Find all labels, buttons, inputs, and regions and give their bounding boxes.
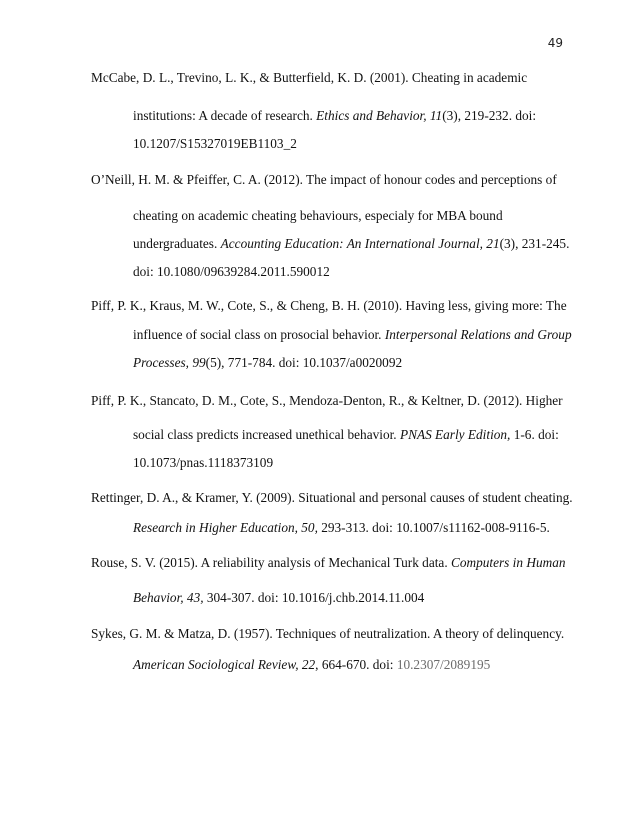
- reference-2-line-2: [133, 208, 503, 224]
- reference-text-segment: (5), 771-784. doi: 10.1037/a0020092: [205, 355, 403, 370]
- reference-1-line-1: [91, 70, 527, 86]
- reference-text-segment: doi: 10.1080/09639284.2011.590012: [133, 264, 330, 279]
- reference-text-segment: Piff, P. K., Kraus, M. W., Cote, S., & Cheng, B. H. (2010). Having less, giving more: The: [91, 298, 567, 313]
- reference-text-segment: Rouse, S. V. (2015). A reliability analysis of Mechanical Turk data.: [91, 555, 451, 570]
- reference-5-line-2: [133, 520, 550, 536]
- reference-3-line-1: [91, 298, 567, 314]
- reference-text-segment: institutions: A decade of research.: [133, 108, 317, 123]
- reference-4-line-2: [133, 427, 559, 443]
- reference-6-line-1: [91, 555, 566, 571]
- reference-text-segment: Interpersonal Relations and Group: [384, 327, 572, 342]
- reference-text-segment: Ethics and Behavior, 11: [316, 108, 443, 123]
- reference-1-line-3: [133, 136, 297, 152]
- reference-6-line-2: [133, 590, 424, 606]
- reference-text-segment: 1-6. doi:: [510, 427, 559, 442]
- reference-text-segment: influence of social class on prosocial behavior.: [133, 327, 385, 342]
- reference-text-segment: 293-313. doi: 10.1007/s11162-008-9116-5.: [317, 520, 550, 535]
- page-number: 49: [547, 36, 563, 50]
- reference-text-segment: McCabe, D. L., Trevino, L. K., & Butterfield, K. D. (2001). Cheating in academic: [91, 70, 528, 85]
- reference-text-segment: Computers in Human: [450, 555, 566, 570]
- reference-text-segment: 10.2307/2089195: [396, 657, 491, 672]
- reference-text-segment: Accounting Education: An International Journal, 21: [220, 236, 500, 251]
- reference-7-line-2: [133, 657, 490, 673]
- reference-text-segment: social class predicts increased unethical behavior.: [133, 427, 400, 442]
- reference-text-segment: Sykes, G. M. & Matza, D. (1957). Techniques of neutralization. A theory of delinquency.: [91, 626, 565, 641]
- reference-text-segment: Processes, 99: [133, 355, 206, 370]
- reference-text-segment: PNAS Early Edition,: [399, 427, 511, 442]
- reference-text-segment: , 664-670. doi:: [315, 657, 397, 672]
- reference-5-line-1: [91, 490, 573, 506]
- reference-4-line-1: [91, 393, 563, 409]
- reference-7-line-1: [91, 626, 564, 642]
- reference-text-segment: (3), 219-232. doi:: [442, 108, 537, 123]
- reference-text-segment: 10.1207/S15327019EB1103_2: [133, 136, 297, 151]
- reference-3-line-2: [133, 327, 572, 343]
- reference-3-line-3: [133, 355, 402, 371]
- reference-text-segment: Rettinger, D. A., & Kramer, Y. (2009). Situational and personal causes of student cheating.: [91, 490, 573, 505]
- reference-text-segment: O’Neill, H. M. & Pfeiffer, C. A. (2012). The impact of honour codes and perceptions of: [91, 172, 557, 187]
- reference-1-line-2: [133, 108, 536, 124]
- reference-2-line-3: [133, 236, 569, 252]
- reference-text-segment: 10.1073/pnas.1118373109: [133, 455, 274, 470]
- reference-text-segment: (3), 231-245.: [499, 236, 570, 251]
- reference-4-line-3: [133, 455, 273, 471]
- reference-2-line-1: [91, 172, 557, 188]
- reference-text-segment: undergraduates.: [133, 236, 221, 251]
- reference-text-segment: cheating on academic cheating behaviours, especialy for MBA bound: [133, 208, 503, 223]
- reference-text-segment: American Sociological Review, 22: [133, 657, 316, 672]
- reference-2-line-4: [133, 264, 330, 280]
- reference-text-segment: Research in Higher Education, 50,: [133, 520, 318, 535]
- reference-text-segment: Behavior, 43,: [133, 590, 204, 605]
- reference-text-segment: 304-307. doi: 10.1016/j.chb.2014.11.004: [203, 590, 425, 605]
- reference-text-segment: Piff, P. K., Stancato, D. M., Cote, S., Mendoza-Denton, R., & Keltner, D. (2012). Higher: [91, 393, 563, 408]
